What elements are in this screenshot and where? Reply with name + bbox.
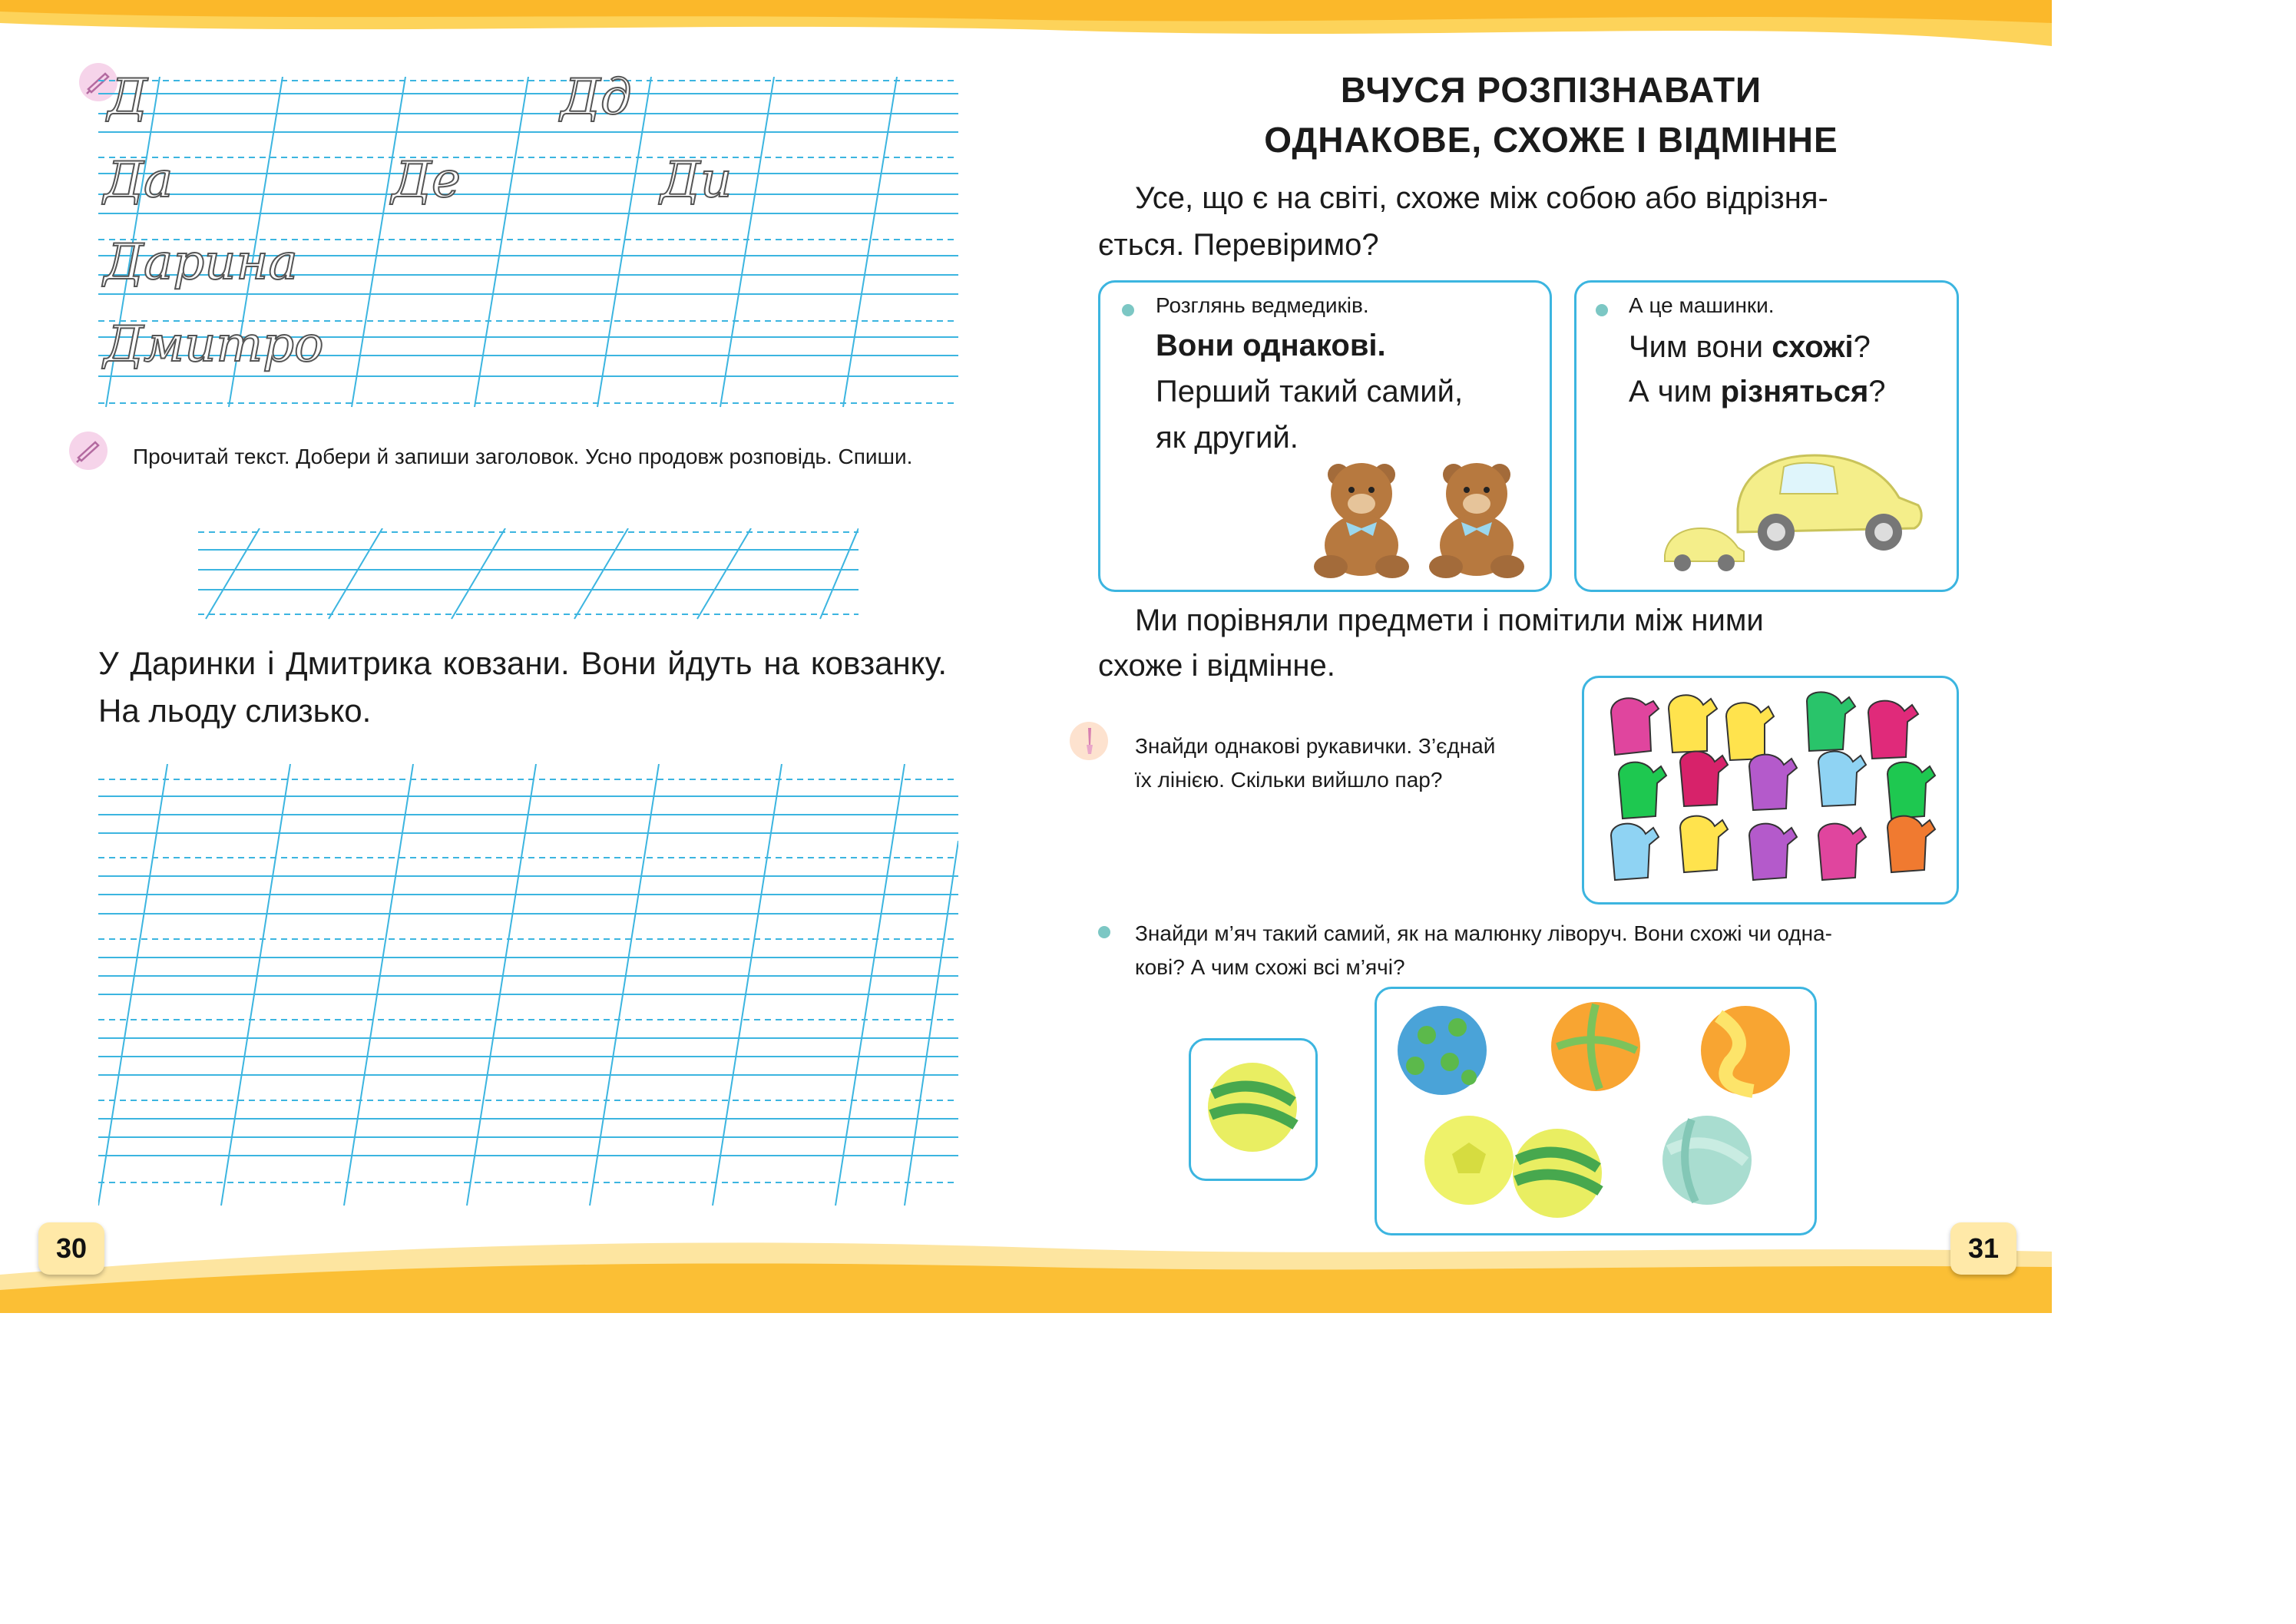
cars-card [1574,280,1959,592]
bullet-icon [1596,304,1608,316]
bears-card-line2: Перший такий самий, [1156,375,1464,408]
copy-syllable-Da: Да [104,152,174,209]
copy-syllable-Dy: Ди [660,152,733,209]
page-title-line2: ОДНАКОВЕ, СХОЖЕ І ВІДМІННЕ [1264,120,1838,160]
mittens-illustration [1603,690,1941,893]
intro-line1: Усе, що є на світі, схоже між собою або відрізня- [1135,181,1828,215]
bears-card-bold: Вони однакові. [1156,329,1386,362]
mittens-task-line1: Знайди однакові рукавички. З’єднай [1135,734,1496,758]
copy-letters-Dd: Дд [561,69,632,126]
compare-line2: схоже і відмінне. [1098,649,1335,683]
bears-card [1098,280,1552,592]
balls-illustration [1392,1001,1799,1223]
mittens-card [1582,676,1959,905]
toy-cars-illustration [1653,425,1937,578]
cars-card-prompt: А це машинки. [1629,293,1775,317]
brush-icon [1070,722,1108,760]
copy-word-Daryna: Дарина [104,234,298,291]
bullet-icon [1098,926,1110,938]
intro-line2: ється. Перевіримо? [1098,228,1379,262]
cars-line1-post: ? [1853,330,1871,364]
teddy-bears-illustration [1296,451,1542,582]
cars-line1-bold: схожі [1772,330,1854,364]
bottom-wave-band [0,1229,2052,1313]
title-writing-lines [198,528,859,620]
page-number-right: 31 [1950,1222,2016,1275]
copy-syllable-De: Де [392,152,461,209]
cars-card-line1 [1629,330,1871,365]
page-number-left: 30 [38,1222,104,1275]
copy-letter-D: Д [108,69,148,126]
bears-card-line3: як другий. [1156,421,1299,455]
cars-line1-pre: Чим вони [1629,330,1772,364]
cars-line2-bold: різняться [1720,375,1869,408]
writing-icon [69,432,108,470]
cars-line2-pre: А чим [1629,375,1721,408]
compare-line1: Ми порівняли предмети і помітили між ними [1135,604,1764,637]
page-title-line1: ВЧУСЯ РОЗПІЗНАВАТИ [1340,70,1762,110]
striped-ball [1205,1060,1301,1156]
bears-card-prompt: Розглянь ведмедиків. [1156,293,1369,317]
copybook-lines-bottom [98,764,958,1209]
balls-task-line2: кові? А чим схожі всі м’ячі? [1135,955,1405,979]
mittens-task-line2: їх лінією. Скільки вийшло пар? [1135,768,1443,792]
top-wave-band [0,0,2052,46]
bullet-icon [1122,304,1134,316]
instruction-text: Прочитай текст. Добери й запиши заголовок. Усно продовж розповідь. Спиши. [133,445,913,468]
cars-line2-post: ? [1868,375,1886,408]
balls-task-line1: Знайди м’яч такий самий, як на малюнку ліворуч. Вони схожі чи одна- [1135,921,1832,945]
cars-card-line2 [1629,375,1886,409]
copy-word-Dmytro: Дмитро [104,316,324,373]
story-text: У Даринки і Дмитрика ковзани. Вони йдуть на ковзанку. На льоду слизько. [98,645,947,729]
single-ball-card [1189,1038,1318,1181]
balls-group-card [1375,987,1817,1235]
